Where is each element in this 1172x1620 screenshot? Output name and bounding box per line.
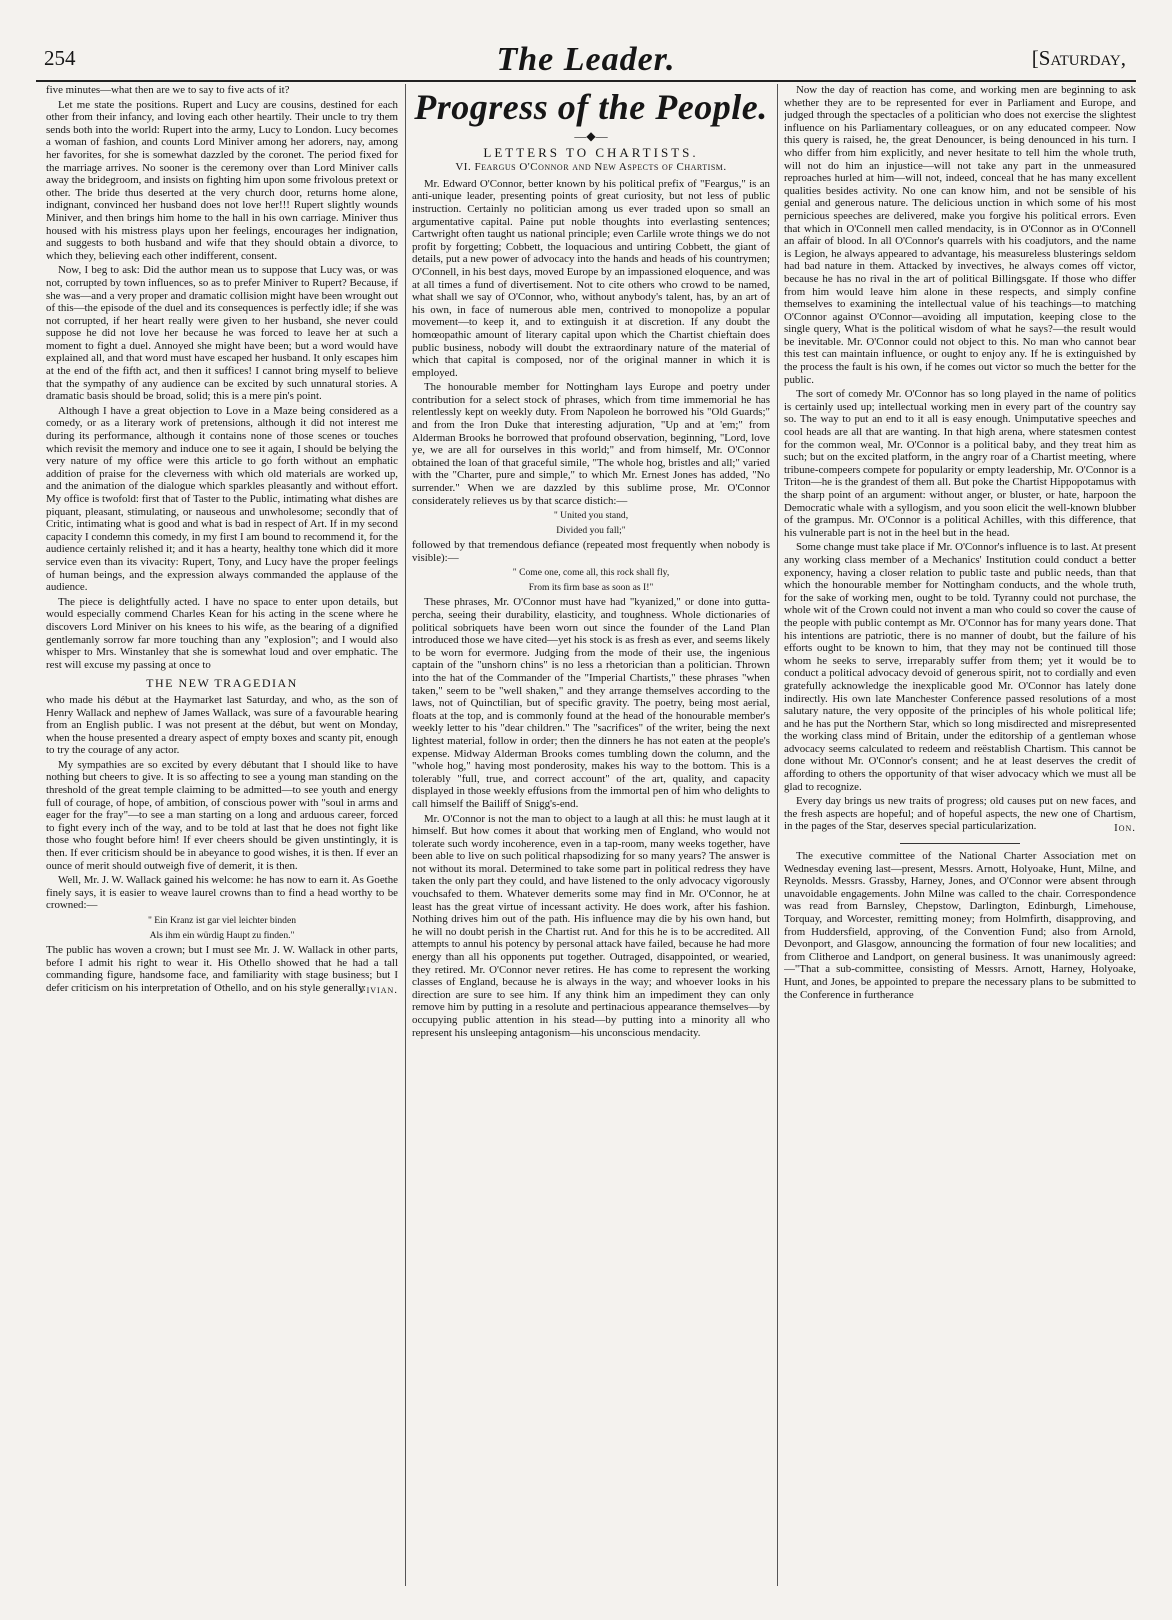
- ornament-icon: —◆—: [574, 129, 608, 143]
- section-rule: [900, 843, 1020, 844]
- verse-line: From its firm base as soon as I!": [528, 581, 654, 593]
- header-rule: [36, 80, 1136, 82]
- paragraph: Well, Mr. J. W. Wallack gained his welcome: he has now to earn it. As Goethe finely says, it is easier to weave laurel crowns than to find a head worthy to be crowned:—: [46, 874, 398, 912]
- verse-line: Als ihm ein würdig Haupt zu finden.": [149, 929, 295, 941]
- paragraph: Mr. O'Connor is not the man to object to a laugh at all this: he must laugh at it himself. But how comes it about that working men of England, who would not tolerate such wordy incoherence, even in a tap-room, many weeks together, have been able to live on such political rhapsodizing for so many years? The answer is not without its moral. Determined to take some part in political redress they have taken the only part they could, and have listened to the only advocacy vigorously vouchsafed to them. Whatever demerits some may find in Mr. O'Connor, he at least has the great virtue of incessant activity. He does work, after his fashion. Nothing drives him out of the path. His influence may die by his own hand, but he will no doubt perish in the Chartist rut. And for this he is to be accredited. All attempts to annul his potency by personal attack have failed, because he had more energy than all his opponents put together. Outraged, disappointed, or wearied, they retired. Mr. O'Connor never retires. He has come to represent the working classes of England, because he is always in the way; and whoever looks in his direction are sure to see him. If any think him an impediment they can only remove him by putting in a resolute and pertinacious appearance themselves—by occupying public attention in his stead—by putting into a minority all who represent his unsleeping antagonism—his unconscious mendacity.: [412, 812, 770, 1039]
- page-number: 254: [44, 46, 76, 70]
- paragraph: The honourable member for Nottingham lays Europe and poetry under contribution for a select stock of phrases, which from time immemorial he has relentlessly kept on weekly duty. From Napoleon he borrowed his "Old Guards;" and from the Iron Duke that interesting adjuration, "Up and at 'em;" from Alderman Brooks he borrowed that profound observation, beginning, "Lord, love ye, we are all for ourselves in this world;" and from himself, Mr. O'Connor obtained the loan of that graceful simile, "The whole hog, bristles and all;" varied with the "Charter, pure and simple," to which Mr. Ernest Jones has added, "No surrender." When we are dazzled by this sublime prose, Mr. O'Connor considerately relieves us by that scarce distich:—: [412, 381, 770, 507]
- newspaper-title: The Leader.: [496, 41, 676, 78]
- paragraph: Some change must take place if Mr. O'Connor's influence is to last. At present any working class member of a Mechanics' Institution could conduct a better exponency, having a closer relation to public taste and public needs, than that which the honourable member for Nottingham conducts, and the whole truth, for the sake of working men, ought to be told. Tyranny could not purchase, the whole wit of the Crown could not invent a man who could so cover the cause of the people with public contempt as Mr. O'Connor has for many years done. That his intentions are patriotic, there is no manner of doubt, but the failure of his efforts ought to be known to him, that they may not be continued till those whom he seeks to serve, irreparably suffer from them; yet it would be to conduct a political advocacy devoid of generous spirit, not to cordially and even gratefully acknowledge the inexplicable good Mr. O'Connor has lately done indirectly. His own late Manchester Conference passed resolutions of a most salutary nature, the very opposite of the principles of his whole political life; and he has put the Northern Star, which so long misdirected and misrepresented the working class mind of Britain, under the editorship of a gentleman whose advocacy seems calculated to redeem and reëstablish Chartism. This cannot be done without Mr. O'Connor's consent; and he at least deserves the credit of affording to others the opportunity of that wiser advocacy which we must all be glad to recognize.: [784, 541, 1136, 793]
- section-title: Progress of the People.: [414, 87, 768, 127]
- paragraph: Now the day of reaction has come, and working men are beginning to ask whether they are to be represented for ever in Parliament and Europe, and judged through the spectacles of a politician who does not exercise the slightest influence on his Parliamentary colleagues, or on any educated compeer. Now this query is raised, he, the great Denouncer, is being denounced in his turn. I who differ from him explicitly, and never hesitate to tell him the whole truth, will not do him an injustice—will not take any part in the unmeasured reproaches hurled at him—will not, indeed, conceal that he has many excellent qualities besides activity. No one can know him, and not be sensible of his genial and generous nature. The delicious unction in which some of his most pernicious speeches are delivered, make you forgive his political errors. Even that which in O'Connell men called mendacity, is in O'Connor as in O'Connell an affair of blood. In all O'Connor's quarrels with his coadjutors, and the name is Legion, he always appeared to advantage, his measureless blusterings seldom had bad nature in them. Attacked by invectives, he always comes off victor, because he has no rival in the art of political Billingsgate. If those who differ from him would leave him alone in these respects, and simply confine themselves to examining the intellectual value of his teachings—to matching O'Connor against O'Connor—avoiding all imputation, keeping close to the single query, What is the political wisdom of what he says?—the result would be inevitable. Mr. O'Connor could not object to this. No man who cannot bear this test can maintain influence, or ought to enjoy any. If he is extinguished by the process the fault is his own, if he comes out victor so much the better for the public.: [784, 84, 1136, 386]
- column-divider: [405, 84, 406, 1586]
- paragraph: The sort of comedy Mr. O'Connor has so long played in the name of politics is certainly used up; intellectual working men in every part of the country say so. The way to put an end to it all is easy enough. Unimputative speeches and cool heads are all that are wanting. In that high arena, where statesmen contest for the common weal, Mr. O'Connor is a political baby, and they treat him as such; but on the excited platform, in the angry roar of a Chartist meeting, where tribune-compeers compete for popularity or empty leadership, Mr. O'Connor is a Triton—he is the grandest of them all. But poke the Chartist Hippopotamus with the sharp point of an argument: without anger, or bluster, or hate, harpoon the Democratic whale with a syllogism, and you soon elicit the well-known blubber of the grampus. Mr. O'Connor is a political Achilles, with this difference, that his vulnerable part is not in the heel but in the head.: [784, 388, 1136, 539]
- masthead: [18, 40, 1154, 80]
- paragraph: five minutes—what then are we to say to five acts of it?: [46, 84, 290, 96]
- column-1: [46, 84, 398, 1588]
- issue-day: [Saturday,: [1031, 46, 1126, 70]
- paragraph: who made his début at the Haymarket last Saturday, and who, as the son of Henry Wallack and nephew of James Wallack, was sure of a favourable hearing from an English public. I was not present at the début, but went on Monday, when the house presented a dreary aspect of empty boxes and scanty pit, enough to try the courage of any actor.: [46, 693, 398, 757]
- paragraph: The executive committee of the National Charter Association met on Wednesday evening last—present, Messrs. Arnott, Holyoake, Hunt, Milne, and Reynolds. Messrs. Grassby, Harney, Jones, and O'Connor were absent through unavoidable engagements. John Milne was called to the chair. Correspondence was read from Barnsley, Chepstow, Darlington, Edinburgh, Limehouse, Torquay, and Worcester, remitting money; from Holmfirth, disapproving, and from Huddersfield, approving, of the Convention Fund; also from Arnold, Devonport, and Glasgow, announcing the formation of four new localities; and from Clitheroe and Landport, on general business. It was unanimously agreed:—"That a sub-committee, consisting of Messrs. Arnott, Harney, Holyoake, Hunt, and Jones, be appointed to prepare the necessary plans to be submitted to the Conference in furtherance: [784, 850, 1136, 1001]
- paragraph: The piece is delightfully acted. I have no space to enter upon details, but would especially commend Charles Kean for his acting in the scene where he discovers Lord Miniver on his knees to his wife, as the bearing of a dignified gentlemanly sorrow far more touching than any "explosion"; and I would also whisper to Mrs. Winstanley that she is somewhat loud and over emphatic. The rest will excuse my passing at once to: [46, 595, 398, 671]
- verse-line: Divided you fall;": [556, 524, 626, 536]
- verse-line: " United you stand,: [553, 510, 629, 522]
- paragraph: Now, I beg to ask: Did the author mean us to suppose that Lucy was, or was not, corrupted by town influences, so as to prefer Miniver to Rupert? Because, if she was—and a very proper and dramatic collision might have been wrought out of this—the episode of the duel and its consequences is perfectly idle; if she was not corrupted, if her heart really were given to her husband, she never could suppose he did not love her because he was forced to leave her at such a moment to fight a duel. Annoyed she might have been; but a word would have explained all, and that word must have escaped her husband. It only escapes him at the end of the fifth act, and then it suffices! I cannot bring myself to believe that the sympathy of any audience can be excited by such unnatural stories. A dramatic basis should be broad, solid; this is a mere pin's point.: [46, 264, 398, 403]
- article-heading: VI. Feargus O'Connor and New Aspects of Chartism.: [455, 161, 727, 174]
- paragraph: The public has woven a crown; but I must see Mr. J. W. Wallack in other parts, before I admit his right to wear it. His Othello showed that he had a tall commanding figure, handsome face, and familiarity with stage business; but I defer criticism on his interpretation of Othello, and on his style generally.: [46, 944, 398, 994]
- column-3: [784, 84, 1136, 1588]
- signature: Vivian.: [357, 983, 398, 996]
- paragraph: My sympathies are so excited by every débutant that I should like to have nothing but cheers to give. It is so affecting to see a young man standing on the threshold of the great temple claiming to be admitted—to see youth and energy full of courage, of hope, of ambition, of conscious power with "soul in arms and eager for the fray"—to see a man starting on a long and arduous career, forced to fight every inch of the way, and to be told at last that he does not fight like those who fought before him! If ever cheers should be given unstintingly, it is then. If ever criticism should be in abeyance to good wishes, it is then. If ever an ounce of merit should outweigh five of demerit, it is then.: [46, 758, 398, 872]
- paragraph: followed by that tremendous defiance (repeated most frequently when nobody is visible):—: [412, 539, 770, 564]
- paragraph: Although I have a great objection to Love in a Maze being considered as a comedy, or as a literary work of pretensions, although it did not interest me during its performance, although it contains none of those scenes or touches which revisit the memory and induce one to see it again, I should be belying the very nature of my office were this article to go forth without an emphatic addition of praise for the cleverness with which old materials are worked up, and the animation of the dialogue which sparkles pleasantly and without effort. My office is twofold: first that of Taster to the Public, intimating what dishes are piquant, pleasant, stimulating, or nauseous and unwholesome; secondly that of Critic, intimating what is good and what is bad in respect of Art. If in my second capacity I condemn this comedy, in my first I am bound to recommend it, for the audience certainly relished it; and it has a hearty, healthy tone which did it more service even than its vivacity: Rupert, Tony, and Lucy have the proper feelings of human beings, and the expression always commanded the applause of the audience.: [46, 404, 398, 594]
- column-2: [412, 84, 770, 1588]
- verse-line: " Ein Kranz ist gar viel leichter binden: [147, 915, 297, 926]
- signature: Ion.: [1114, 822, 1136, 835]
- series-title: LETTERS TO CHARTISTS.: [483, 144, 699, 160]
- paragraph: These phrases, Mr. O'Connor must have had "kyanized," or done into gutta-percha, seeing their durability, elasticity, and toughness. Whole dictionaries of political sobriquets have been worn out since the founder of the Land Plan introduced those we have cited—yet his stock is as fresh as ever, and seems likely to be worn for evermore. Judging from the mode of their use, the ingenious captain of the "unshorn chins" is no less a rhetorician than a politician. Thrown into the hat of the Commander of the "Imperial Chartists," these phrases "when taken," seem to be "well shaken," and they arrange themselves according to the laws, not of Quinctilian, but of specific gravity. The poetry, being most aerial, floats at the top, and is commonly found at the head of the honourable member's weekly letter to his "dear children." The "sacrifices" of the writer, being the next lightest material, follow in order; then the dinners he has not eaten at the people's expense. Midway Alderman Brooks comes tumbling down the column, and the "whole hog," having most ponderosity, makes his way to the bottom. This is a tolerably "full, true, and correct account" of the art, quality, and capacity displayed in those weekly effusions from the immortal pen of him who delights to call himself the Bailiff of Snigg's-end.: [412, 596, 770, 810]
- verse-line: " Come one, come all, this rock shall fly,: [512, 567, 670, 579]
- subheading: THE NEW TRAGEDIAN: [146, 676, 298, 691]
- paragraph: Mr. Edward O'Connor, better known by his political prefix of "Feargus," is an anti-unique leader, presenting points of great curiosity, but not less of public instruction. Certainly no politician among us ever traded upon so small an argumentative capital. Paine put noble thoughts into everlasting sentences; Cartwright often taught us national principle; even Carlile wrote things we do not profit by forgetting; Cobbett, the loquacious and untiring Cobbett, the giant of details, put a new power of advocacy into the hands and heads of his countrymen; O'Connell, in his best days, moved Europe by an impassioned eloquence, and was at all times a fund of divertisement. Not to cite others who crowd to be named, what shall we say of O'Connor, who, without anybody's talent, has, by an art of his own, in face of numerous able men, contrived to monopolize a popular movement—to keep it, and to extinguish it at discretion. If any doubt the homœopathic amount of literary capital upon which the Chartist chieftain does public business, nobody will doubt the extraordinary nature of the material of which that capital is composed, nor of the original manner in which it is employed.: [412, 177, 770, 379]
- paragraph: Every day brings us new traits of progress; old causes put on new faces, and the fresh aspects are hopeful; and of hopeful aspects, the new one of Chartism, in the pages of the Star, deserves special particularization.: [784, 795, 1136, 833]
- column-divider: [777, 84, 778, 1586]
- paragraph: Let me state the positions. Rupert and Lucy are cousins, destined for each other from their infancy, and loving each other heartily. Their uncle to try them sends both into the world: Rupert into the army, Lucy to London. Lucy becomes a woman of fashion, and counts Lord Miniver among her adorers, nay, among her favorites, for she is somewhat dazzled by the coronet. The period fixed for the marriage arrives. No sooner is the ceremony over than Lord Miniver calls away the bridegroom, and insists on fighting him upon some frivolous pretext or other. The bride thus deserted at the very church door, returns home alone, indignant, convinced her husband does not love her!!! Rupert slightly wounds Miniver, and then brings him home to the hall in his own carriage. Miniver thus housed with his mistress plays upon her feelings, encourages her indignation, and suggests to both husband and wife that they should obtain a divorce, to which they, believing each other indifferent, consent.: [46, 98, 398, 262]
